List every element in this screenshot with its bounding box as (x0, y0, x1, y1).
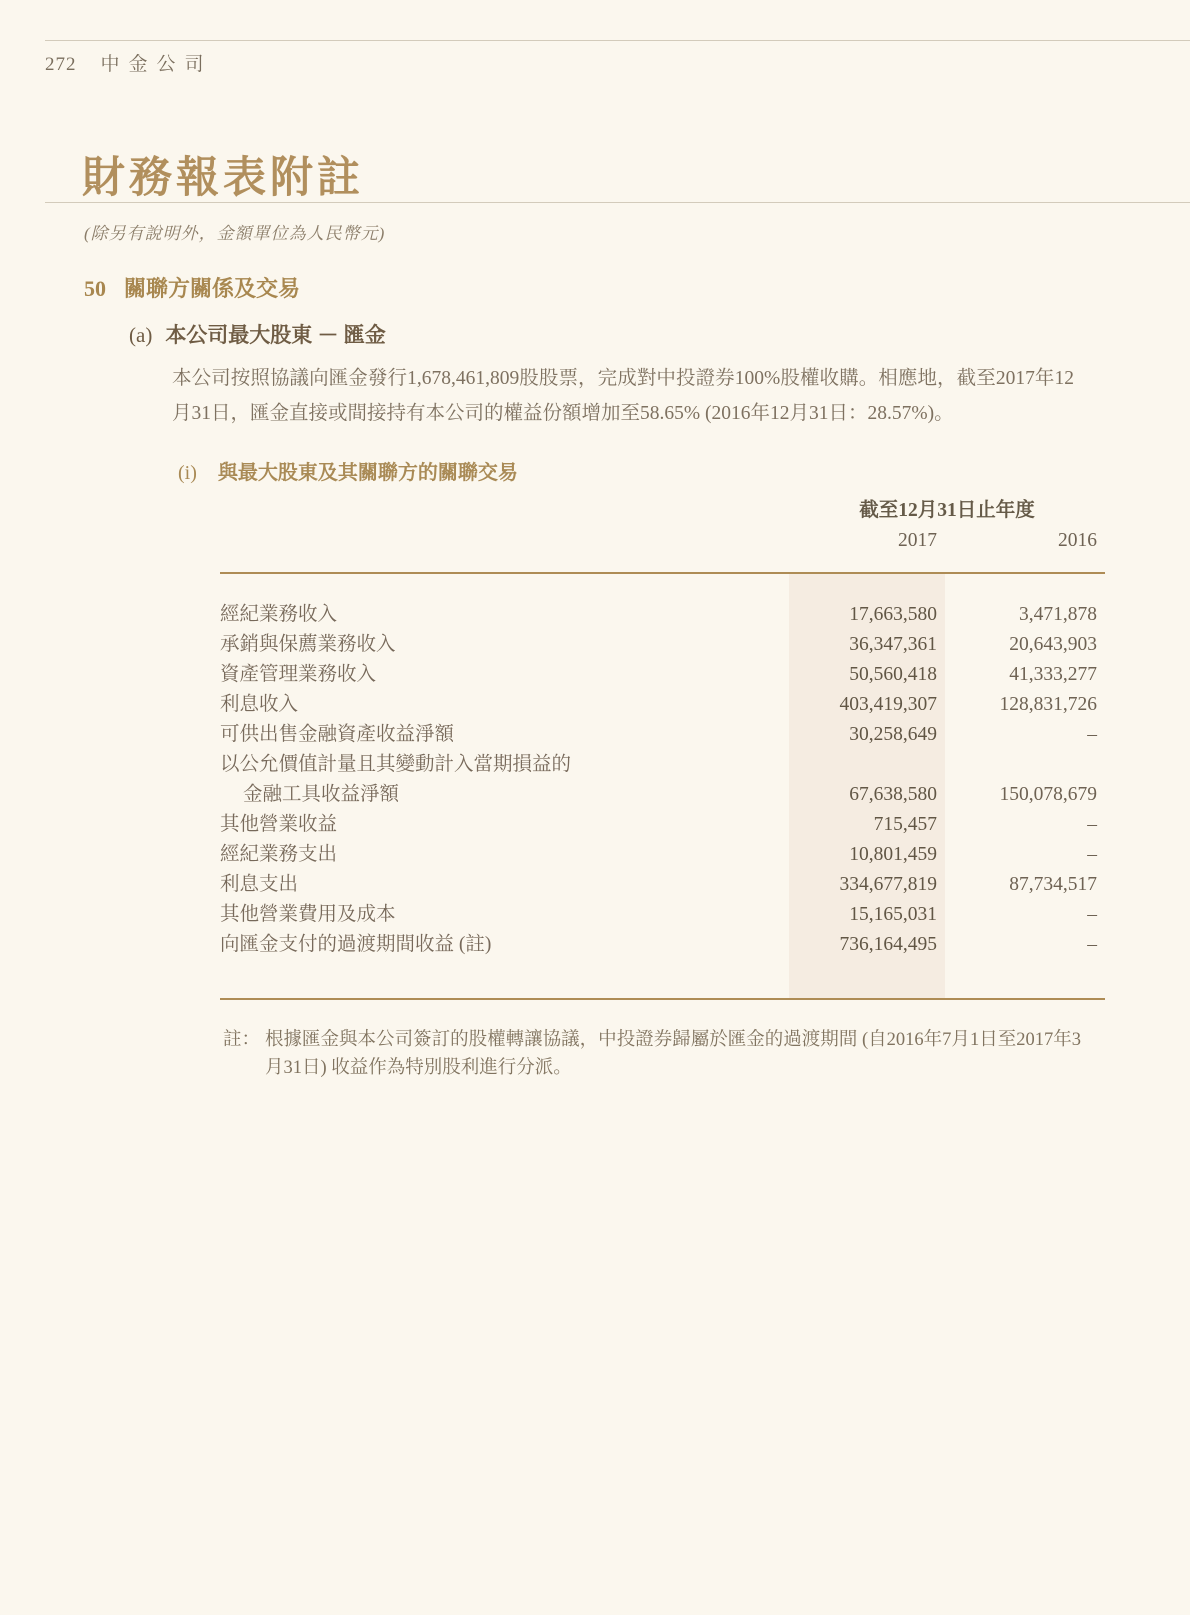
row-label: 承銷與保薦業務收入 (220, 634, 396, 655)
year-column-2016: 2016 (1058, 530, 1097, 551)
row-label: 以公允價值計量且其變動計入當期損益的 (220, 754, 572, 775)
subsection-a-heading (129, 319, 386, 349)
period-header-spacer (220, 494, 789, 518)
row-value-2017: 10,801,459 (789, 840, 945, 870)
row-value-2016: 3,471,878 (1019, 604, 1097, 625)
section-heading-50 (84, 272, 300, 303)
note-label: 註： (223, 1030, 261, 1050)
table-row (220, 690, 1105, 720)
period-header-row (220, 494, 1105, 521)
title-rule (45, 202, 1190, 203)
row-value-2016: – (1087, 844, 1097, 865)
row-value-2017: 15,165,031 (789, 900, 945, 930)
body-paragraph: 本公司按照協議向匯金發行1,678,461,809股股票，完成對中投證券100%股權收購。相應地，截至2017年12月31日，匯金直接或間接持有本公司的權益份額增加至58.65% (2016年12月31日：28.57%)。 (172, 368, 1074, 424)
row-value-2017: 17,663,580 (789, 600, 945, 630)
table-row (220, 900, 1105, 930)
row-label: 利息收入 (220, 694, 299, 715)
table-row (220, 780, 1105, 810)
row-label: 經紀業務支出 (220, 844, 338, 865)
row-value-2017: 67,638,580 (789, 780, 945, 810)
row-value-2017: 736,164,495 (789, 930, 945, 960)
subsection-i-label: (i) (178, 462, 197, 484)
table-body (220, 574, 1105, 998)
subsection-a-label: (a) (129, 323, 153, 347)
row-value-2017: 715,457 (789, 810, 945, 840)
table-row (220, 810, 1105, 840)
row-value-2016: 41,333,277 (1009, 664, 1097, 685)
period-header: 截至12月31日止年度 (859, 500, 1035, 521)
row-value-2016 (945, 750, 1105, 780)
table-row (220, 600, 1105, 630)
row-value-2017: 50,560,418 (789, 660, 945, 690)
company-name: 中金公司 (100, 54, 213, 75)
table-spacer-row (220, 574, 1105, 600)
table-row (220, 720, 1105, 750)
table-row (220, 930, 1105, 960)
page-number: 272 (45, 54, 77, 75)
row-value-2016: 20,643,903 (1009, 634, 1097, 655)
row-label: 金融工具收益淨額 (243, 784, 400, 805)
table-row (220, 840, 1105, 870)
row-value-2016: 128,831,726 (999, 694, 1097, 715)
table-row (220, 870, 1105, 900)
row-label: 利息支出 (220, 874, 299, 895)
page-header (45, 49, 213, 76)
table-note (223, 1027, 1081, 1082)
currency-unit-note: (除另有說明外，金額單位為人民幣元) (84, 224, 386, 243)
year-column-2017: 2017 (898, 530, 937, 551)
section-title: 關聯方關係及交易 (124, 276, 301, 301)
row-label: 資產管理業務收入 (220, 664, 377, 685)
table-spacer-row (220, 960, 1105, 998)
row-value-2016: – (1087, 724, 1097, 745)
row-label: 其他營業費用及成本 (220, 904, 396, 925)
note-text: 根據匯金與本公司簽訂的股權轉讓協議，中投證券歸屬於匯金的過渡期間 (自2016年7月1日至2017年3月31日) 收益作為特別股利進行分派。 (265, 1030, 1081, 1078)
row-value-2017: 403,419,307 (789, 690, 945, 720)
table-row (220, 630, 1105, 660)
table-bottom-rule (220, 998, 1105, 1000)
header-rule (45, 40, 1190, 41)
row-label: 向匯金支付的過渡期間收益 (註) (220, 934, 492, 955)
section-number: 50 (84, 276, 106, 301)
financial-table (220, 494, 1105, 1000)
row-value-2017: 36,347,361 (789, 630, 945, 660)
row-value-2017 (789, 750, 945, 780)
subsection-a-title: 本公司最大股東 － 匯金 (165, 323, 386, 347)
document-title: 財務報表附註 (82, 155, 364, 202)
row-value-2016: 87,734,517 (1009, 874, 1097, 895)
row-label: 可供出售金融資產收益淨額 (220, 724, 455, 745)
year-columns-row (220, 518, 1105, 552)
row-value-2016: – (1087, 904, 1097, 925)
table-row (220, 750, 1105, 780)
row-label: 其他營業收益 (220, 814, 338, 835)
row-value-2016: 150,078,679 (999, 784, 1097, 805)
row-value-2017: 334,677,819 (789, 870, 945, 900)
subsection-i-heading (178, 456, 518, 485)
table-row (220, 660, 1105, 690)
row-value-2016: – (1087, 814, 1097, 835)
row-value-2016: – (1087, 934, 1097, 955)
row-value-2017: 30,258,649 (789, 720, 945, 750)
subsection-i-title: 與最大股東及其關聯方的關聯交易 (217, 462, 518, 484)
row-label: 經紀業務收入 (220, 604, 338, 625)
